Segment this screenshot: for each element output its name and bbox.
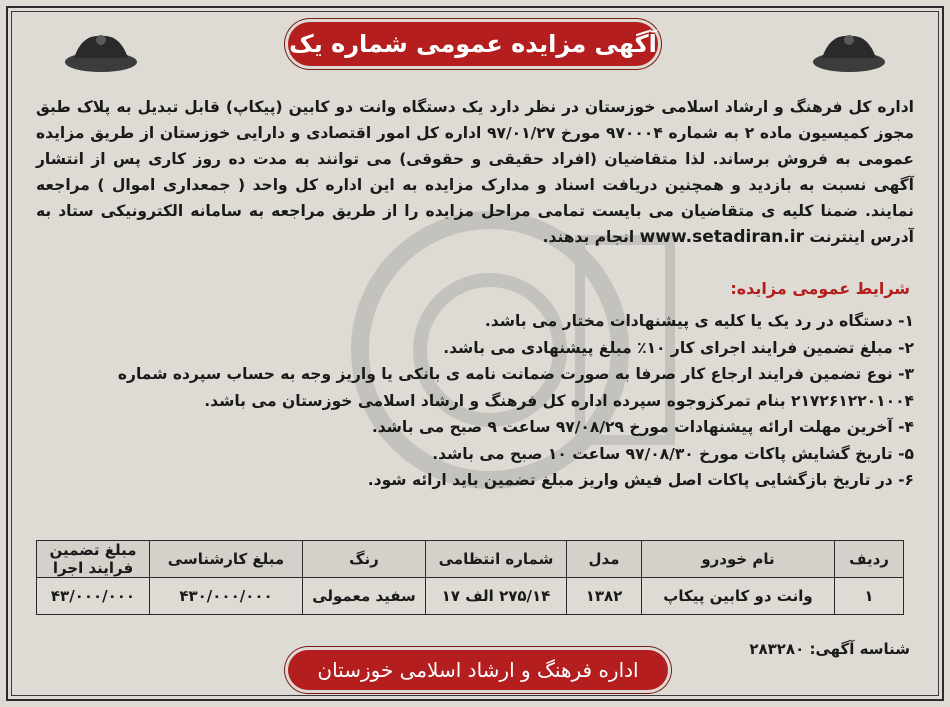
cell-model: ۱۳۸۲ bbox=[567, 578, 642, 615]
cell-guarantee-amount: ۴۳/۰۰۰/۰۰۰ bbox=[37, 578, 150, 615]
cell-color: سفید معمولی bbox=[303, 578, 426, 615]
col-header-color: رنگ bbox=[303, 541, 426, 578]
condition-item: ۱- دستگاه در رد یک یا کلیه ی پیشنهادات مختار می باشد. bbox=[484, 312, 914, 330]
ad-title-banner bbox=[288, 22, 658, 66]
vehicle-table bbox=[36, 540, 904, 615]
conditions-title: شرایط عمومی مزایده: bbox=[730, 279, 910, 298]
emblem-left-icon bbox=[62, 28, 140, 74]
col-header-plate-number: شماره انتظامی bbox=[426, 541, 567, 578]
condition-item: ۲- مبلغ تضمین فرایند اجرای کار ۱۰٪ مبلغ پیشنهادی می باشد. bbox=[443, 338, 914, 357]
table-header-row bbox=[37, 541, 904, 578]
ad-title: آگهی مزایده عمومی شماره یک bbox=[289, 30, 657, 58]
cell-appraisal-amount: ۴۳۰/۰۰۰/۰۰۰ bbox=[150, 578, 303, 615]
ad-id: شناسه آگهی: ۲۸۳۲۸۰ bbox=[749, 640, 910, 658]
conditions-list bbox=[36, 308, 914, 494]
table-row bbox=[37, 578, 904, 615]
footer-banner bbox=[288, 650, 668, 690]
cell-vehicle-name: وانت دو کابین پیکاپ bbox=[642, 578, 835, 615]
ad-body bbox=[36, 94, 914, 250]
col-header-appraisal-amount: مبلغ کارشناسی bbox=[150, 541, 303, 578]
col-header-guarantee-amount: مبلغ تضمین فرایند اجرا bbox=[37, 541, 150, 578]
setad-website-link[interactable]: www.setadiran.ir bbox=[639, 227, 804, 247]
condition-item: ۶- در تاریخ بازگشایی پاکات اصل فیش واریز مبلغ تضمین باید ارائه شود. bbox=[367, 471, 914, 489]
col-header-model: مدل bbox=[567, 541, 642, 578]
condition-item: ۵- تاریخ گشایش پاکات مورخ ۹۷/۰۸/۳۰ ساعت ۱۰ صبح می باشد. bbox=[432, 444, 914, 463]
footer-org-name: اداره فرهنگ و ارشاد اسلامی خوزستان bbox=[317, 658, 639, 682]
condition-item: ۴- آخرین مهلت ارائه پیشنهادات مورخ ۹۷/۰۸/۲۹ ساعت ۹ صبح می باشد. bbox=[371, 418, 914, 436]
body-text-2: انجام بدهند. bbox=[542, 228, 635, 246]
condition-item: ۳- نوع تضمین فرایند ارجاع کار صرفا به صورت ضمانت نامه ی بانکی یا واریز وجه به حساب سپرده شماره ۲۱۷۲۶۱۲۲۰۱۰۰۴ بنام تمرکزوجوه سپرده اداره کل فرهنگ و ارشاد اسلامی خوزستان می باشد. bbox=[117, 365, 914, 410]
col-header-row-number: ردیف bbox=[835, 541, 904, 578]
col-header-vehicle-name: نام خودرو bbox=[642, 541, 835, 578]
cell-row-number: ۱ bbox=[835, 578, 904, 615]
emblem-right-icon bbox=[810, 28, 888, 74]
cell-plate-number: ۲۷۵/۱۴ الف ۱۷ bbox=[426, 578, 567, 615]
body-text-1: اداره کل فرهنگ و ارشاد اسلامی خوزستان در نظر دارد یک دستگاه وانت دو کابین (پیکاپ) قابل تبدیل به پلاک طبق مجوز کمیسیون ماده ۲ به شماره ۹۷۰۰۰۴ مورخ ۹۷/۰۱/۲۷ اداره کل امور اقتصادی و دارایی خوزستان از طریق مزایده عمومی به فروش برساند. لذا متقاضیان (افراد حقیقی و حقوقی) می توانند به مدت ده روز کاری پس از انتشار آگهی نسبت به بازدید و همچنین دریافت اسناد و مدارک مزایده به این اداره کل واحد ( جمعداری اموال ) مراجعه نمایند. ضمنا کلیه ی متقاضیان می بایست تمامی مراحل مزایده را از طریق مراجعه به سامانه الکترونیکی ستاد به آدرس اینترنت bbox=[36, 98, 915, 246]
